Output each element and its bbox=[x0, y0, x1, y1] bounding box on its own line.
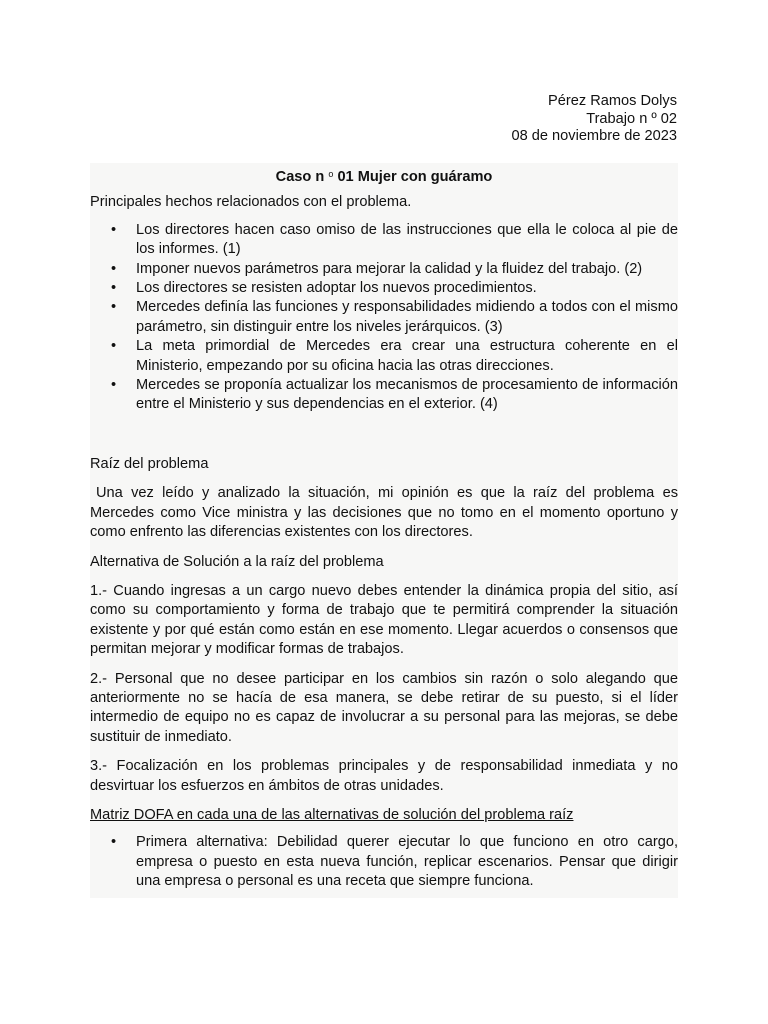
bullet-icon: • bbox=[111, 377, 117, 394]
document-header bbox=[511, 93, 677, 146]
bullet-icon: • bbox=[111, 260, 117, 277]
bullet-icon: • bbox=[111, 338, 117, 355]
document-body bbox=[90, 163, 678, 898]
list-item bbox=[90, 337, 678, 376]
bullet-icon: • bbox=[111, 280, 117, 297]
case-title-ordinal: o bbox=[328, 169, 334, 179]
list-item bbox=[90, 376, 678, 415]
fact-text: Mercedes definía las funciones y responsabilidades midiendo a todos con el mismo parámetro, sin distinguir entre los niveles jerárquicos. (3) bbox=[136, 299, 678, 335]
bullet-icon: • bbox=[111, 834, 117, 851]
alternative-paragraph: 3.- Focalización en los problemas principales y de responsabilidad inmediata y no desvirtuar los esfuerzos en ámbitos de otras unidades. bbox=[90, 758, 678, 794]
alternative-paragraph: 2.- Personal que no desee participar en los cambios sin razón o solo alegando que anteriormente no se hacía de esa manera, se debe retirar de su puesto, si el líder intermedio de equipo no es capaz de involucrar a su personal para las mejoras, se debe sustituir de inmediato. bbox=[90, 670, 678, 745]
root-text: Una vez leído y analizado la situación, mi opinión es que la raíz del problema es Mercedes como Vice ministra y las decisiones que no tomo en el momento oportuno y como enfrento las diferencias existentes con los directores. bbox=[90, 485, 678, 541]
work-number: Trabajo n º 02 bbox=[586, 110, 677, 127]
bullet-icon: • bbox=[111, 299, 117, 316]
dofa-list bbox=[90, 833, 678, 891]
list-item bbox=[90, 221, 678, 260]
root-paragraph bbox=[90, 484, 678, 542]
alternatives-label: Alternativa de Solución a la raíz del problema bbox=[90, 553, 384, 570]
dofa-heading: Matriz DOFA en cada una de las alternativas de solución del problema raíz bbox=[90, 806, 574, 823]
case-title bbox=[90, 165, 678, 187]
case-title-prefix: Caso n bbox=[275, 169, 329, 185]
author-name: Pérez Ramos Dolys bbox=[548, 93, 677, 109]
list-item bbox=[90, 260, 678, 279]
dofa-text: Primera alternativa: Debilidad querer ejecutar lo que funciono en otro cargo, empresa o puesto en esta nueva función, replicar escenarios. Pensar que dirigir una empresa o personal es una receta que siempre funciona. bbox=[136, 834, 678, 890]
root-label: Raíz del problema bbox=[90, 455, 209, 472]
list-item bbox=[90, 833, 678, 891]
alternative-paragraph: 1.- Cuando ingresas a un cargo nuevo debes entender la dinámica propia del sitio, así como su comportamiento y forma de trabajo que te permitirá comprender la situación existente y por qué están como están en ese momento. Llegar acuerdos o consensos que permitan mejorar y modificar formas de trabajos. bbox=[90, 582, 678, 658]
fact-text: Imponer nuevos parámetros para mejorar la calidad y la fluidez del trabajo. (2) bbox=[136, 260, 643, 277]
spacer bbox=[90, 415, 678, 455]
fact-text: La meta primordial de Mercedes era crear una estructura coherente en el Ministerio, empezando por su oficina hacia las otras direcciones. bbox=[136, 338, 678, 374]
facts-list bbox=[90, 221, 678, 415]
case-title-rest: 01 Mujer con guáramo bbox=[333, 169, 493, 185]
facts-intro: Principales hechos relacionados con el problema. bbox=[90, 194, 412, 211]
fact-text: Mercedes se proponía actualizar los mecanismos de procesamiento de información entre el Ministerio y sus dependencias en el exterior. (4) bbox=[136, 377, 678, 413]
fact-text: Los directores hacen caso omiso de las instrucciones que ella le coloca al pie de los informes. (1) bbox=[136, 221, 678, 258]
bullet-icon: • bbox=[111, 221, 117, 238]
list-item bbox=[90, 298, 678, 337]
list-item bbox=[90, 279, 678, 298]
document-date: 08 de noviembre de 2023 bbox=[511, 128, 677, 144]
fact-text: Los directores se resisten adoptar los nuevos procedimientos. bbox=[136, 280, 537, 297]
